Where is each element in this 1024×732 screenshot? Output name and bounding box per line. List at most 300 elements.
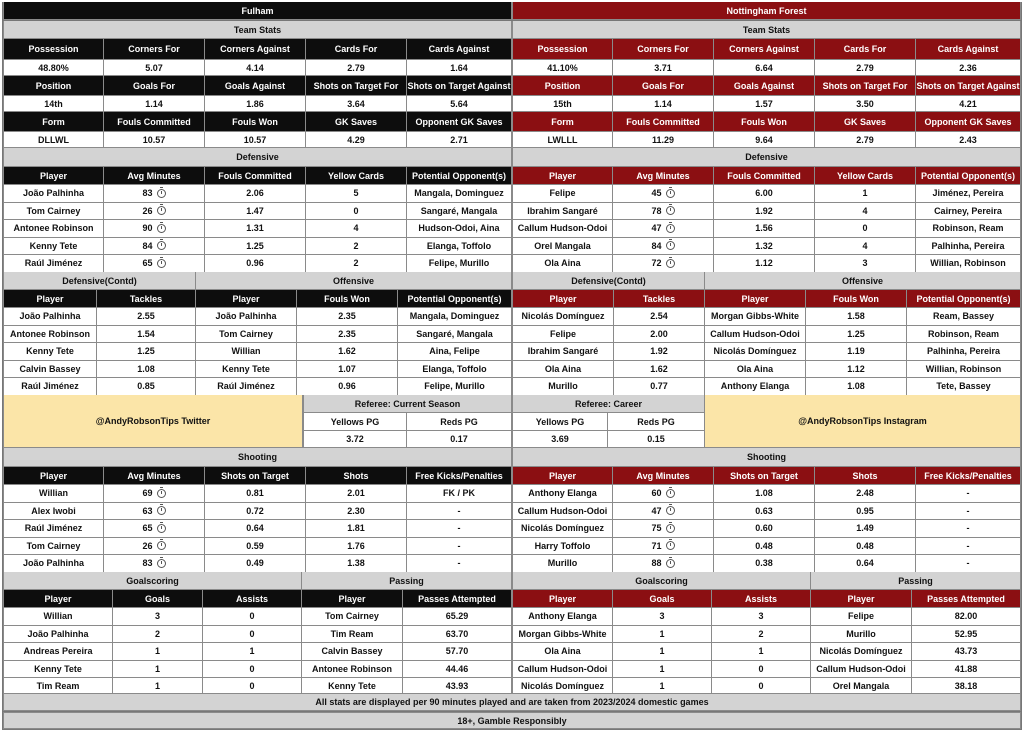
column-header: Shots on Target bbox=[714, 467, 815, 485]
avg-minutes-cell bbox=[613, 503, 714, 521]
avg-minutes-value: 26 bbox=[142, 540, 153, 551]
table-row bbox=[3, 643, 512, 661]
tackles-offensive-header-row bbox=[512, 290, 1021, 308]
team-stats-header-row bbox=[512, 39, 1021, 60]
stopwatch-icon bbox=[666, 224, 675, 233]
column-header: Player bbox=[3, 467, 104, 485]
potential-opponents-value: Hudson-Odoi, Aina bbox=[407, 220, 512, 238]
player-name: Willian bbox=[196, 343, 297, 361]
player-name: Nicolás Domínguez bbox=[811, 643, 912, 661]
reds-pg-value: 0.15 bbox=[608, 431, 705, 448]
team-stats-header-row bbox=[512, 76, 1021, 96]
team-stats-header-row bbox=[3, 112, 512, 132]
section-title: Passing bbox=[302, 572, 512, 590]
avg-minutes-cell bbox=[104, 220, 205, 238]
stat-label-corners-against: Corners Against bbox=[714, 39, 815, 60]
yellow-cards-value: 0 bbox=[306, 203, 407, 221]
stat-label-corners-for: Corners For bbox=[613, 39, 714, 60]
player-name: João Palhinha bbox=[3, 185, 104, 203]
column-header: Avg Minutes bbox=[613, 467, 714, 485]
assists-value: 0 bbox=[712, 661, 811, 679]
stopwatch-icon bbox=[666, 559, 675, 568]
player-name: Nicolás Domínguez bbox=[512, 678, 613, 696]
shots-value: 1.49 bbox=[815, 520, 916, 538]
free-kicks-penalties-value: - bbox=[407, 503, 512, 521]
player-name: Ibrahim Sangaré bbox=[512, 203, 613, 221]
stat-value-opp-gk-saves: 2.43 bbox=[916, 132, 1021, 148]
stat-value-fouls-committed: 11.29 bbox=[613, 132, 714, 148]
column-header: Free Kicks/Penalties bbox=[407, 467, 512, 485]
referee-row bbox=[512, 431, 705, 448]
potential-opponents-value: Mangala, Dominguez bbox=[407, 185, 512, 203]
column-header: Fouls Won bbox=[297, 290, 398, 308]
tackles-value: 0.77 bbox=[614, 378, 705, 396]
avg-minutes-cell bbox=[613, 520, 714, 538]
stat-label-fouls-committed: Fouls Committed bbox=[104, 112, 205, 132]
stat-label-opp-gk-saves: Opponent GK Saves bbox=[916, 112, 1021, 132]
referee-current-season bbox=[303, 395, 512, 448]
stat-value-fouls-committed: 10.57 bbox=[104, 132, 205, 148]
stat-label-form: Form bbox=[512, 112, 613, 132]
stat-label-cards-against: Cards Against bbox=[407, 39, 512, 60]
table-row bbox=[3, 185, 512, 203]
player-name: Calvin Bassey bbox=[302, 643, 403, 661]
section-title: Team Stats bbox=[512, 21, 1021, 39]
tackles-value: 1.62 bbox=[614, 361, 705, 379]
player-name: João Palhinha bbox=[3, 555, 104, 573]
fouls-won-value: 1.62 bbox=[297, 343, 398, 361]
section-title: Shooting bbox=[3, 448, 512, 467]
potential-opponents-value: Palhinha, Pereira bbox=[907, 343, 1021, 361]
stat-value-form: DLLWL bbox=[3, 132, 104, 148]
table-row bbox=[512, 203, 1021, 221]
stat-value-corners-for: 5.07 bbox=[104, 60, 205, 76]
potential-opponents-value: Elanga, Toffolo bbox=[398, 361, 512, 379]
stat-value-goals-for: 1.14 bbox=[104, 96, 205, 112]
goals-value: 1 bbox=[113, 678, 203, 696]
fouls-committed-value: 2.06 bbox=[205, 185, 306, 203]
shots-value: 2.30 bbox=[306, 503, 407, 521]
yellow-cards-value: 4 bbox=[815, 203, 916, 221]
shots-value: 1.81 bbox=[306, 520, 407, 538]
table-row bbox=[3, 661, 512, 679]
avg-minutes-value: 83 bbox=[142, 188, 153, 199]
stopwatch-icon bbox=[666, 189, 675, 198]
potential-opponents-value: Mangala, Dominguez bbox=[398, 308, 512, 326]
column-header: Avg Minutes bbox=[104, 467, 205, 485]
stopwatch-icon bbox=[157, 259, 166, 268]
column-header: Player bbox=[512, 590, 613, 608]
stat-label-fouls-won: Fouls Won bbox=[714, 112, 815, 132]
stats-sheet bbox=[2, 2, 1022, 730]
table-row bbox=[3, 238, 512, 256]
player-name: Morgan Gibbs-White bbox=[512, 626, 613, 644]
player-name: Tom Cairney bbox=[196, 326, 297, 344]
section-title: Defensive bbox=[512, 148, 1021, 167]
goalscoring-passing-section bbox=[3, 572, 512, 590]
yellow-cards-value: 5 bbox=[306, 185, 407, 203]
stopwatch-icon bbox=[157, 189, 166, 198]
column-header: Yellow Cards bbox=[306, 167, 407, 185]
player-name: Raúl Jiménez bbox=[3, 520, 104, 538]
player-name: Raúl Jiménez bbox=[196, 378, 297, 396]
avg-minutes-cell bbox=[613, 185, 714, 203]
player-name: Morgan Gibbs-White bbox=[705, 308, 806, 326]
column-header: Free Kicks/Penalties bbox=[916, 467, 1021, 485]
stopwatch-icon bbox=[157, 506, 166, 515]
referee-row bbox=[303, 395, 512, 413]
column-header: Avg Minutes bbox=[104, 167, 205, 185]
table-row bbox=[512, 520, 1021, 538]
column-header: Shots on Target bbox=[205, 467, 306, 485]
fouls-committed-value: 1.31 bbox=[205, 220, 306, 238]
yellow-cards-value: 2 bbox=[306, 255, 407, 273]
stopwatch-icon bbox=[157, 524, 166, 533]
assists-value: 0 bbox=[203, 608, 302, 626]
shots-value: 0.64 bbox=[815, 555, 916, 573]
player-name: Raúl Jiménez bbox=[3, 255, 104, 273]
table-row bbox=[3, 485, 512, 503]
column-header: Player bbox=[3, 167, 104, 185]
section-title: Offensive bbox=[705, 272, 1021, 290]
fouls-won-value: 1.19 bbox=[806, 343, 907, 361]
stat-label-fouls-committed: Fouls Committed bbox=[613, 112, 714, 132]
player-name: Callum Hudson-Odoi bbox=[512, 503, 613, 521]
avg-minutes-cell bbox=[613, 555, 714, 573]
stat-label-sot-for: Shots on Target For bbox=[815, 76, 916, 96]
shots-on-target-value: 0.59 bbox=[205, 538, 306, 556]
table-row bbox=[512, 555, 1021, 573]
stat-label-sot-for: Shots on Target For bbox=[306, 76, 407, 96]
fouls-committed-value: 6.00 bbox=[714, 185, 815, 203]
column-header: Shots bbox=[815, 467, 916, 485]
player-name: Tim Ream bbox=[3, 678, 113, 696]
tackles-value: 1.08 bbox=[97, 361, 196, 379]
goals-value: 1 bbox=[113, 643, 203, 661]
stat-value-corners-against: 6.64 bbox=[714, 60, 815, 76]
avg-minutes-value: 65 bbox=[142, 523, 153, 534]
shots-value: 1.76 bbox=[306, 538, 407, 556]
stopwatch-icon bbox=[666, 541, 675, 550]
referee-title: Referee: Career bbox=[512, 395, 705, 413]
stat-value-fouls-won: 10.57 bbox=[205, 132, 306, 148]
stat-label-possession: Possession bbox=[3, 39, 104, 60]
assists-value: 0 bbox=[203, 661, 302, 679]
potential-opponents-value: Felipe, Murillo bbox=[398, 378, 512, 396]
goals-value: 2 bbox=[113, 626, 203, 644]
stat-label-goals-for: Goals For bbox=[104, 76, 205, 96]
stopwatch-icon bbox=[666, 259, 675, 268]
assists-value: 1 bbox=[203, 643, 302, 661]
table-row bbox=[512, 538, 1021, 556]
shots-on-target-value: 0.48 bbox=[714, 538, 815, 556]
goals-value: 1 bbox=[613, 661, 712, 679]
fouls-won-value: 1.25 bbox=[806, 326, 907, 344]
stat-label-goals-against: Goals Against bbox=[205, 76, 306, 96]
column-header: Tackles bbox=[97, 290, 196, 308]
avg-minutes-value: 63 bbox=[142, 505, 153, 516]
shooting-header-row bbox=[512, 467, 1021, 485]
stat-value-cards-for: 2.79 bbox=[306, 60, 407, 76]
potential-opponents-value: Sangaré, Mangala bbox=[407, 203, 512, 221]
tackles-value: 2.54 bbox=[614, 308, 705, 326]
table-row bbox=[512, 255, 1021, 273]
table-row bbox=[512, 220, 1021, 238]
player-name: Felipe bbox=[512, 185, 613, 203]
footer-gamble: 18+, Gamble Responsibly bbox=[3, 712, 1021, 729]
player-name: Harry Toffolo bbox=[512, 538, 613, 556]
goals-value: 1 bbox=[613, 643, 712, 661]
avg-minutes-value: 69 bbox=[142, 488, 153, 499]
section-title: Team Stats bbox=[3, 21, 512, 39]
stat-label-form: Form bbox=[3, 112, 104, 132]
column-header: Assists bbox=[712, 590, 811, 608]
team-title-row bbox=[3, 2, 512, 20]
stopwatch-icon bbox=[666, 506, 675, 515]
referee-row bbox=[512, 395, 705, 413]
table-row bbox=[3, 626, 512, 644]
stat-label-cards-against: Cards Against bbox=[916, 39, 1021, 60]
section-title: Shooting bbox=[512, 448, 1021, 467]
fouls-won-value: 2.35 bbox=[297, 308, 398, 326]
shooting-section bbox=[3, 448, 512, 467]
stat-value-fouls-won: 9.64 bbox=[714, 132, 815, 148]
reds-pg-label: Reds PG bbox=[407, 413, 512, 431]
avg-minutes-cell bbox=[104, 520, 205, 538]
avg-minutes-cell bbox=[613, 485, 714, 503]
fouls-won-value: 2.35 bbox=[297, 326, 398, 344]
shots-on-target-value: 0.38 bbox=[714, 555, 815, 573]
potential-opponents-value: Robinson, Ream bbox=[916, 220, 1021, 238]
stat-value-possession: 41.10% bbox=[512, 60, 613, 76]
passes-attempted-value: 57.70 bbox=[403, 643, 512, 661]
player-name: Murillo bbox=[512, 555, 613, 573]
avg-minutes-cell bbox=[104, 185, 205, 203]
shots-value: 0.48 bbox=[815, 538, 916, 556]
free-kicks-penalties-value: - bbox=[407, 520, 512, 538]
player-name: Tim Ream bbox=[302, 626, 403, 644]
shots-value: 2.48 bbox=[815, 485, 916, 503]
avg-minutes-cell bbox=[104, 538, 205, 556]
team-stats-header-row bbox=[512, 112, 1021, 132]
assists-value: 0 bbox=[203, 678, 302, 696]
stat-label-position: Position bbox=[3, 76, 104, 96]
player-name: Alex Iwobi bbox=[3, 503, 104, 521]
assists-value: 1 bbox=[712, 643, 811, 661]
free-kicks-penalties-value: - bbox=[916, 520, 1021, 538]
fouls-won-value: 0.96 bbox=[297, 378, 398, 396]
stat-value-position: 15th bbox=[512, 96, 613, 112]
table-row bbox=[512, 238, 1021, 256]
avg-minutes-value: 84 bbox=[651, 240, 662, 251]
stat-value-cards-against: 2.36 bbox=[916, 60, 1021, 76]
table-row bbox=[3, 503, 512, 521]
column-header: Fouls Committed bbox=[205, 167, 306, 185]
player-name: João Palhinha bbox=[3, 308, 97, 326]
tackles-value: 2.55 bbox=[97, 308, 196, 326]
stopwatch-icon bbox=[666, 524, 675, 533]
fouls-committed-value: 0.96 bbox=[205, 255, 306, 273]
fouls-won-value: 1.12 bbox=[806, 361, 907, 379]
column-header: Player bbox=[3, 590, 113, 608]
defensive-header-row bbox=[3, 167, 512, 185]
instagram-handle: @AndyRobsonTips Instagram bbox=[705, 395, 1021, 448]
stat-value-sot-against: 4.21 bbox=[916, 96, 1021, 112]
goals-value: 3 bbox=[113, 608, 203, 626]
free-kicks-penalties-value: - bbox=[916, 485, 1021, 503]
section-title: Goalscoring bbox=[512, 572, 811, 590]
column-header: Potential Opponent(s) bbox=[916, 167, 1021, 185]
player-name: Kenny Tete bbox=[3, 343, 97, 361]
player-name: Nicolás Domínguez bbox=[512, 308, 614, 326]
tackles-value: 1.92 bbox=[614, 343, 705, 361]
potential-opponents-value: Elanga, Toffolo bbox=[407, 238, 512, 256]
column-header: Yellow Cards bbox=[815, 167, 916, 185]
team-stats-value-row bbox=[3, 132, 512, 148]
stat-value-sot-for: 3.50 bbox=[815, 96, 916, 112]
player-name: Kenny Tete bbox=[302, 678, 403, 696]
player-name: Murillo bbox=[512, 378, 614, 396]
goals-value: 3 bbox=[613, 608, 712, 626]
player-name: Antonee Robinson bbox=[3, 326, 97, 344]
stat-label-corners-for: Corners For bbox=[104, 39, 205, 60]
fouls-won-value: 1.58 bbox=[806, 308, 907, 326]
tackles-value: 1.25 bbox=[97, 343, 196, 361]
avg-minutes-cell bbox=[104, 238, 205, 256]
player-name: Willian bbox=[3, 485, 104, 503]
avg-minutes-cell bbox=[104, 555, 205, 573]
passes-attempted-value: 82.00 bbox=[912, 608, 1021, 626]
table-row bbox=[3, 520, 512, 538]
stat-label-cards-for: Cards For bbox=[306, 39, 407, 60]
column-header: Potential Opponent(s) bbox=[907, 290, 1021, 308]
nottingham-forest-panel bbox=[512, 2, 1021, 730]
table-row bbox=[512, 608, 1021, 626]
table-row bbox=[512, 343, 1021, 361]
column-header: Fouls Won bbox=[806, 290, 907, 308]
team-stats-section bbox=[512, 21, 1021, 39]
stopwatch-icon bbox=[666, 489, 675, 498]
yellow-cards-value: 1 bbox=[815, 185, 916, 203]
team-name: Fulham bbox=[3, 2, 512, 20]
potential-opponents-value: Ream, Bassey bbox=[907, 308, 1021, 326]
referee-row bbox=[512, 413, 705, 431]
shots-on-target-value: 0.49 bbox=[205, 555, 306, 573]
free-kicks-penalties-value: - bbox=[407, 538, 512, 556]
player-name: Kenny Tete bbox=[3, 238, 104, 256]
defensive-section bbox=[3, 148, 512, 167]
player-name: Kenny Tete bbox=[3, 661, 113, 679]
fouls-committed-value: 1.92 bbox=[714, 203, 815, 221]
column-header: Potential Opponent(s) bbox=[407, 167, 512, 185]
stat-value-position: 14th bbox=[3, 96, 104, 112]
stat-label-goals-for: Goals For bbox=[613, 76, 714, 96]
column-header: Player bbox=[705, 290, 806, 308]
player-name: João Palhinha bbox=[196, 308, 297, 326]
avg-minutes-cell bbox=[613, 238, 714, 256]
goalscoring-passing-section bbox=[512, 572, 1021, 590]
free-kicks-penalties-value: - bbox=[916, 555, 1021, 573]
potential-opponents-value: Sangaré, Mangala bbox=[398, 326, 512, 344]
stat-value-corners-for: 3.71 bbox=[613, 60, 714, 76]
stat-value-cards-against: 1.64 bbox=[407, 60, 512, 76]
shots-on-target-value: 0.60 bbox=[714, 520, 815, 538]
player-name: João Palhinha bbox=[3, 626, 113, 644]
avg-minutes-value: 78 bbox=[651, 205, 662, 216]
avg-minutes-value: 83 bbox=[142, 558, 153, 569]
column-header: Passes Attempted bbox=[912, 590, 1021, 608]
stopwatch-icon bbox=[157, 489, 166, 498]
table-row bbox=[512, 361, 1021, 379]
avg-minutes-value: 75 bbox=[651, 523, 662, 534]
goals-value: 1 bbox=[113, 661, 203, 679]
referee-row bbox=[303, 413, 512, 431]
fouls-won-value: 1.08 bbox=[806, 378, 907, 396]
player-name: Orel Mangala bbox=[811, 678, 912, 696]
stopwatch-icon bbox=[157, 241, 166, 250]
stat-label-cards-for: Cards For bbox=[815, 39, 916, 60]
assists-value: 2 bbox=[712, 626, 811, 644]
table-row bbox=[3, 308, 512, 326]
column-header: Fouls Committed bbox=[714, 167, 815, 185]
stat-value-cards-for: 2.79 bbox=[815, 60, 916, 76]
column-header: Goals bbox=[113, 590, 203, 608]
yellows-pg-label: Yellows PG bbox=[512, 413, 608, 431]
player-name: Orel Mangala bbox=[512, 238, 613, 256]
column-header: Player bbox=[196, 290, 297, 308]
stopwatch-icon bbox=[157, 559, 166, 568]
table-row bbox=[3, 255, 512, 273]
yellow-cards-value: 3 bbox=[815, 255, 916, 273]
table-row bbox=[3, 555, 512, 573]
player-name: Callum Hudson-Odoi bbox=[811, 661, 912, 679]
player-name: Ola Aina bbox=[512, 643, 613, 661]
avg-minutes-cell bbox=[613, 220, 714, 238]
avg-minutes-cell bbox=[613, 538, 714, 556]
table-row bbox=[3, 378, 512, 396]
passes-attempted-value: 44.46 bbox=[403, 661, 512, 679]
stat-label-corners-against: Corners Against bbox=[205, 39, 306, 60]
assists-value: 0 bbox=[712, 678, 811, 696]
avg-minutes-cell bbox=[613, 255, 714, 273]
shots-on-target-value: 0.81 bbox=[205, 485, 306, 503]
shots-on-target-value: 1.08 bbox=[714, 485, 815, 503]
player-name: Tom Cairney bbox=[3, 538, 104, 556]
avg-minutes-value: 88 bbox=[651, 558, 662, 569]
tackles-value: 1.54 bbox=[97, 326, 196, 344]
column-header: Tackles bbox=[614, 290, 705, 308]
team-stats-header-row bbox=[3, 39, 512, 60]
footer-note: All stats are displayed per 90 minutes played and are taken from 2023/2024 domestic games bbox=[3, 693, 1021, 711]
table-row bbox=[512, 185, 1021, 203]
passes-attempted-value: 52.95 bbox=[912, 626, 1021, 644]
section-title: Offensive bbox=[196, 272, 512, 290]
stat-value-gk-saves: 2.79 bbox=[815, 132, 916, 148]
table-row bbox=[512, 378, 1021, 396]
player-name: Kenny Tete bbox=[196, 361, 297, 379]
stopwatch-icon bbox=[157, 206, 166, 215]
potential-opponents-value: Palhinha, Pereira bbox=[916, 238, 1021, 256]
team-name: Nottingham Forest bbox=[512, 2, 1021, 20]
potential-opponents-value: Robinson, Ream bbox=[907, 326, 1021, 344]
column-header: Avg Minutes bbox=[613, 167, 714, 185]
avg-minutes-value: 84 bbox=[142, 240, 153, 251]
avg-minutes-value: 72 bbox=[651, 258, 662, 269]
player-name: Anthony Elanga bbox=[705, 378, 806, 396]
player-name: Antonee Robinson bbox=[302, 661, 403, 679]
avg-minutes-cell bbox=[104, 503, 205, 521]
player-name: Tom Cairney bbox=[302, 608, 403, 626]
